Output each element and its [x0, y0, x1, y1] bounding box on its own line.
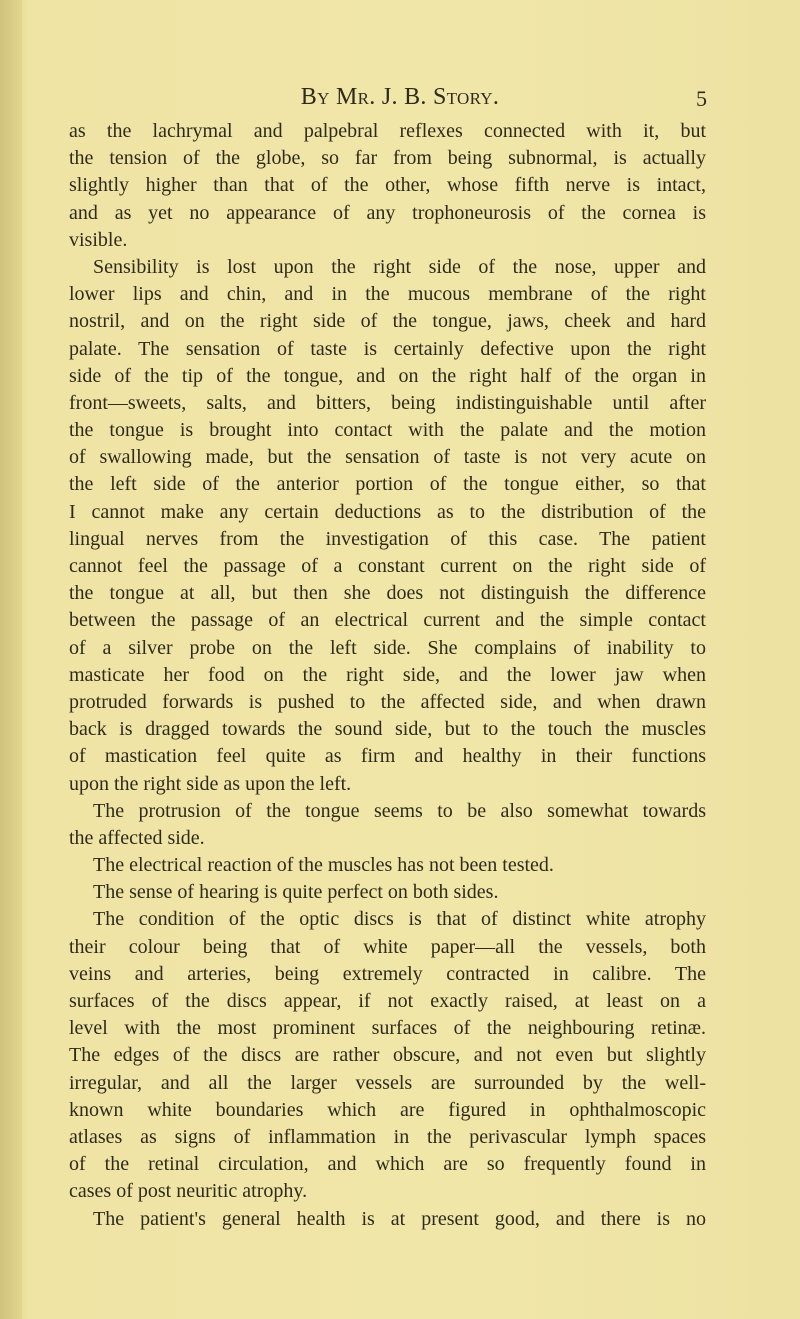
- text-line: visible.: [69, 228, 128, 251]
- text-line: of swallowing made, but the sensation of taste is not very acute on: [69, 446, 706, 469]
- text-line: the tongue at all, but then she does not distinguish the difference: [69, 582, 706, 605]
- text-line: as the lachrymal and palpebral reflexes connected with it, but: [69, 120, 706, 142]
- text-line: lower lips and chin, and in the mucous membrane of the right: [69, 283, 706, 306]
- paragraph: [69, 906, 706, 1205]
- paragraph: [69, 798, 706, 852]
- paragraph: [69, 254, 706, 798]
- text-line: upon the right side as upon the left.: [69, 772, 352, 795]
- text-line: veins and arteries, being extremely contracted in calibre. The: [69, 962, 706, 985]
- text-line: The electrical reaction of the muscles has not been tested.: [93, 854, 554, 877]
- text-line: of a silver probe on the left side. She complains of inability to: [69, 636, 706, 659]
- body-text: [69, 118, 706, 1233]
- paragraph: [69, 879, 706, 906]
- text-line: The condition of the optic discs is that of distinct white atrophy: [93, 908, 706, 931]
- text-line: level with the most prominent surfaces of the neighbouring retinæ.: [69, 1017, 706, 1040]
- page-header: [0, 84, 800, 114]
- text-line: the tension of the globe, so far from being subnormal, is actually: [69, 147, 706, 170]
- text-line: slightly higher than that of the other, whose fifth nerve is intact,: [69, 174, 706, 197]
- text-line: the tongue is brought into contact with the palate and the motion: [69, 419, 706, 442]
- paragraph: [69, 1206, 706, 1233]
- text-line: The sense of hearing is quite perfect on both sides.: [93, 881, 499, 904]
- page-binding-edge: [0, 0, 22, 1319]
- text-line: of mastication feel quite as firm and healthy in their functions: [69, 745, 706, 768]
- text-line: The protrusion of the tongue seems to be also somewhat towards: [93, 799, 706, 822]
- paragraph: [69, 852, 706, 879]
- text-line: between the passage of an electrical current and the simple contact: [69, 609, 706, 632]
- text-line: back is dragged towards the sound side, but to the touch the muscles: [69, 718, 706, 741]
- text-line: masticate her food on the right side, and the lower jaw when: [69, 663, 706, 686]
- text-line: of the retinal circulation, and which are so frequently found in: [69, 1153, 706, 1176]
- text-line: and as yet no appearance of any trophoneurosis of the cornea is: [69, 201, 706, 224]
- text-line: the affected side.: [69, 826, 205, 849]
- text-line: cases of post neuritic atrophy.: [69, 1180, 308, 1203]
- text-line: cannot feel the passage of a constant current on the right side of: [69, 555, 706, 577]
- text-line: known white boundaries which are figured in ophthalmoscopic: [69, 1098, 706, 1121]
- text-line: The edges of the discs are rather obscure, and not even but slightly: [69, 1044, 706, 1067]
- text-line: irregular, and all the larger vessels are surrounded by the well-: [69, 1071, 706, 1094]
- text-line: their colour being that of white paper—all the vessels, both: [69, 935, 706, 958]
- text-line: Sensibility is lost upon the right side of the nose, upper and: [93, 255, 706, 278]
- text-line: nostril, and on the right side of the tongue, jaws, cheek and hard: [69, 310, 706, 333]
- text-line: palate. The sensation of taste is certainly defective upon the right: [69, 337, 706, 360]
- paragraph: [69, 118, 706, 254]
- text-line: the left side of the anterior portion of the tongue either, so that: [69, 473, 706, 496]
- text-line: front—sweets, salts, and bitters, being indistinguishable until after: [69, 391, 706, 414]
- text-line: atlases as signs of inflammation in the perivascular lymph spaces: [69, 1125, 706, 1148]
- text-line: lingual nerves from the investigation of this case. The patient: [69, 527, 706, 550]
- text-line: The patient's general health is at present good, and there is no: [93, 1207, 706, 1230]
- page-number: 5: [696, 86, 707, 111]
- text-line: side of the tip of the tongue, and on the right half of the organ in: [69, 364, 706, 387]
- running-head: By Mr. J. B. Story.: [300, 84, 500, 110]
- text-line: surfaces of the discs appear, if not exactly raised, at least on a: [69, 990, 706, 1012]
- text-line: protruded forwards is pushed to the affected side, and when drawn: [69, 690, 706, 713]
- text-line: I cannot make any certain deductions as to the distribution of the: [69, 500, 706, 523]
